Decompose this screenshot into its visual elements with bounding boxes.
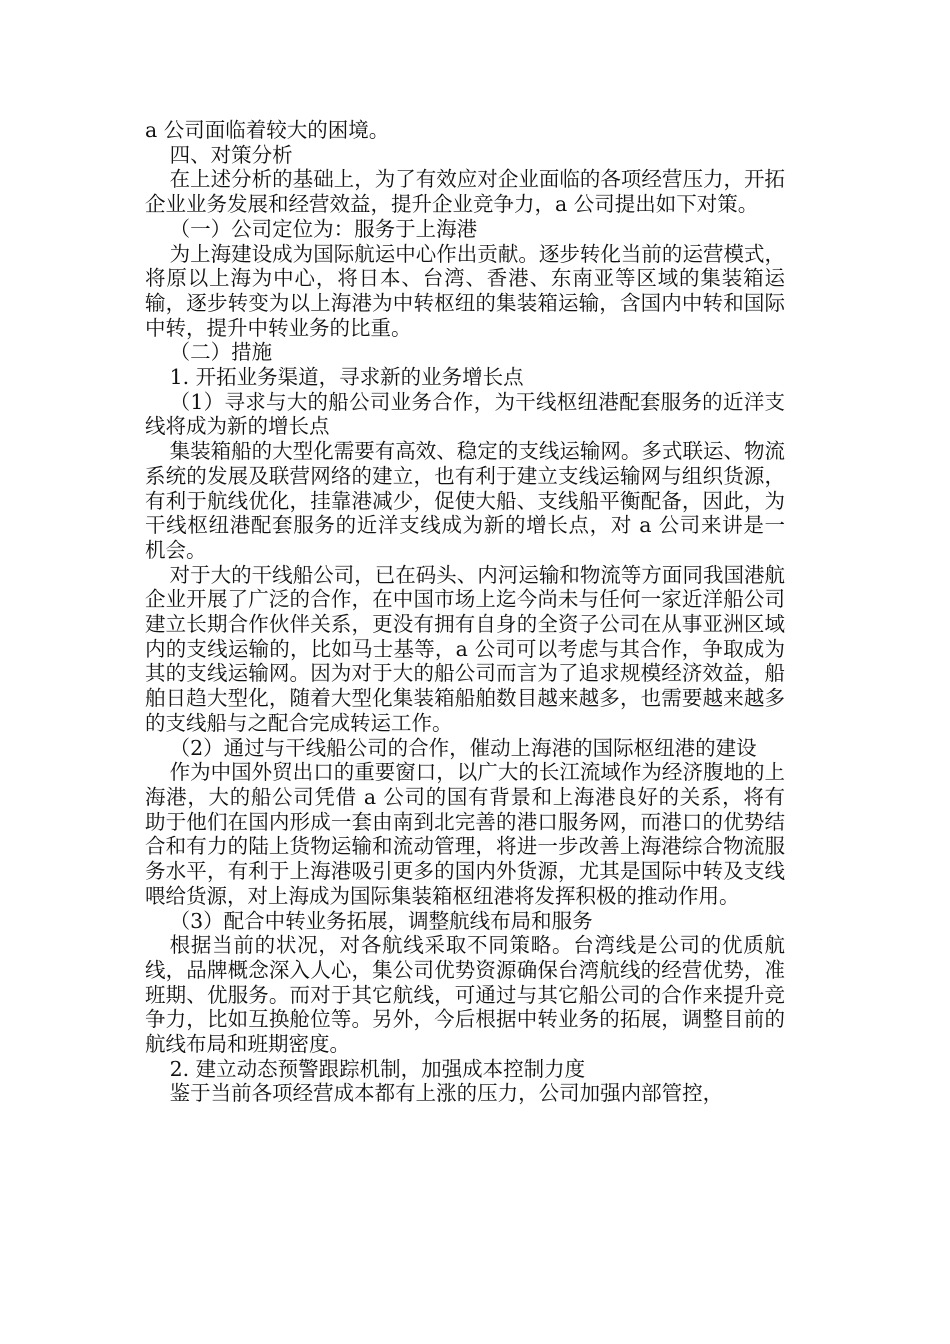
item-heading: 1. 开拓业务渠道，寻求新的业务增长点	[169, 365, 524, 390]
paragraph: 对于大的干线船公司，已在码头、内河运输和物流等方面同我国港航企业开展了广泛的合作，在中国市场上迄今尚未与任何一家近洋船公司建立长期合作伙伴关系，更没有拥有自身的全资子公司在从事亚洲区域内的支线运输的，比如马士基等，a 公司可以考虑与其合作，争取成为其的支线运输网。因为对于大的船公司而言为了追求规模经济效益，船舶日趋大型化，随着大型化集装箱船舶数目越来越多，也需要越来越多的支线船与之配合完成转运工作。	[145, 562, 785, 735]
item-heading: 2. 建立动态预警跟踪机制，加强成本控制力度	[169, 1056, 586, 1081]
item-subheading: （1）寻求与大的船公司业务合作，为干线枢纽港配套服务的近洋支线将成为新的增长点	[145, 389, 785, 439]
item-subheading: （2）通过与干线船公司的合作，催动上海港的国际枢纽港的建设	[169, 735, 757, 760]
paragraph: 在上述分析的基础上，为了有效应对企业面临的各项经营压力，开拓企业业务发展和经营效益，提升企业竞争力，a 公司提出如下对策。	[145, 167, 785, 217]
paragraph: 鉴于当前各项经营成本都有上涨的压力，公司加强内部管控，	[169, 1081, 724, 1106]
subsection-heading: （一）公司定位为：服务于上海港	[169, 216, 478, 241]
paragraph: 根据当前的状况，对各航线采取不同策略。台湾线是公司的优质航线，品牌概念深入人心，集公司优势资源确保台湾航线的经营优势，准班期、优服务。而对于其它航线，可通过与其它船公司的合作来提升竞争力，比如互换舱位等。另外，今后根据中转业务的拓展，调整目前的航线布局和班期密度。	[145, 933, 785, 1057]
section-heading: 四、对策分析	[169, 142, 293, 167]
subsection-heading: （二）措施	[169, 340, 273, 365]
paragraph-intro-fragment: a 公司面临着较大的困境。	[145, 118, 390, 142]
paragraph: 集装箱船的大型化需要有高效、稳定的支线运输网。多式联运、物流系统的发展及联营网络的建立，也有利于建立支线运输网与组织货源，有利于航线优化，挂靠港减少，促使大船、支线船平衡配备，因此，为干线枢纽港配套服务的近洋支线成为新的增长点，对 a 公司来讲是一机会。	[145, 439, 785, 562]
paragraph: 作为中国外贸出口的重要窗口，以广大的长江流域作为经济腹地的上海港，大的船公司凭借 a 公司的国有背景和上海港良好的关系，将有助于他们在国内形成一套由南到北完善的港口服务网，而港口的优势结合和有力的陆上货物运输和流动管理，将进一步改善上海港综合物流服务水平，有利于上海港吸引更多的国内外货源，尤其是国际中转及支线喂给货源，对上海成为国际集装箱枢纽港将发挥积极的推动作用。	[145, 760, 785, 908]
document-body	[145, 118, 785, 1106]
paragraph: 为上海建设成为国际航运中心作出贡献。逐步转化当前的运营模式，将原以上海为中心，将日本、台湾、香港、东南亚等区域的集装箱运输，逐步转变为以上海港为中转枢纽的集装箱运输，含国内中转和国际中转，提升中转业务的比重。	[145, 241, 785, 340]
item-subheading: （3）配合中转业务拓展，调整航线布局和服务	[169, 908, 593, 933]
